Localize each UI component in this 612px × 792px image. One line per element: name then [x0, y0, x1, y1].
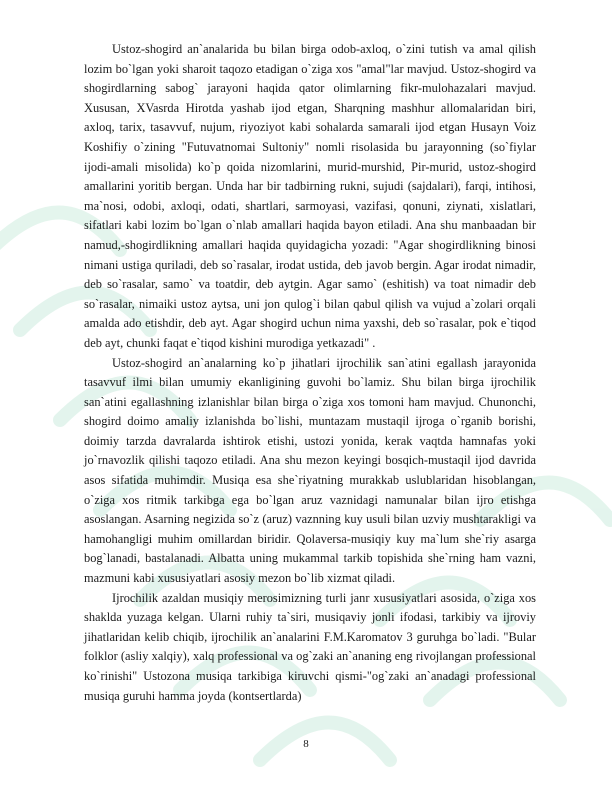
- paragraph-3: Ijrochilik azaldan musiqiy merosimizning turli janr xususiyatlari asosida, o`ziga xos shaklda yuzaga kelgan. Ularni ruhiy ta`siri, musiqaviy jonli ifodasi, tarkibiy va ijroviy jihatlaridan kelib chiqib, ijrochilik an`analarini F.M.Karomatov 3 guruhga bo`ladi. "Bular folklor (asliy xalqiy), xalq professional va og`zaki an`ananing eng rivojlangan professional ko`rinishi" Ustozona musiqa tarkibiga kiruvchi qismi-"og`zaki an`anadagi professional musiqa guruhi hamma joyda (kontsertlarda): [84, 590, 536, 703]
- paragraph-2: Ustoz-shogird an`analarning ko`p jihatlari ijrochilik san`atini egallash jarayonida tasavvuf ilmi bilan umumiy ekanligining guvohi bo`lamiz. Shu bilan birga ijrochilik san`atini egallashning izlanishlar bilan birga o`ziga xos tomoni ham mavjud. Chunonchi, shogird doimo amaliy izlanishda bo`lishi, muntazam mustaqil ijroga o`rganib borishi, doimiy tarzda davralarda ishtirok etishi, ustozi yonida, kerak vaqtda hamnafas yoki jo`rnavozlik qilishi taqozo etiladi. Ana shu mezon keyingi bosqich-mustaqil ijod davrida asos sifatida muhimdir. Musiqa esa she`riyatning murakkab uslublaridan hisoblangan, o`ziga xos ritmik tarkibga ega bo`lgan aruz vaznidagi namunalar bilan ijro etishga asoslangan. Asarning negizida so`z (aruz) vaznning kuy usuli bilan uzviy mushtarakligi va hamohangligi muhim omillardan biridir. Qolaversa-musiqiy kuy ma`lum she`riy asarga bog`lanadi, bastalanadi. Albatta uning mukammal tarkib topishida she`rning ham vazni, mazmuni kabi xususiyatlari asosiy mezon bo`lib xizmat qiladi.: [84, 355, 536, 586]
- paragraph-1: Ustoz-shogird an`analarida bu bilan birga odob-axloq, o`zini tutish va amal qilish lozim bo`lgan yoki sharoit taqozo etadigan o`ziga xos "amal"lar mavjud. Ustoz-shogird va shogirdlarning sabog` jarayoni haqida qator olimlarning fikr-mulohazalari mavjud. Xususan, XVasrda Hirotda yashab ijod etgan, Sharqning mashhur allomalaridan biri, axloq, tarix, tasavvuf, nujum, riyoziyot kabi sohalarda samarali ijod etgan Husayn Voiz Koshifiy o`zining "Futuvatnomai Sultoniy" nomli risolasida bu jarayonning (so`fiylar ijodi-amali misolida) ko`p qoida nizomlarini, murid-murshid, Pir-murid, ustoz-shogird amallarini yoritib bergan. Unda har bir tadbirning rukni, sujudi (sajdalari), farqi, intihosi, ma`nosi, odobi, axloqi, odati, shartlari, sarmoyasi, vazifasi, qonuni, ziynati, xislatlari, sifatlari kabi lozim bo`lgan o`nlab amallari haqida bayon etiladi. Ana shu manbaadan bir namud,-shogirdlikning amallari haqida quyidagicha yozadi: "Agar shogirdlikning binosi nimani ustiga quriladi, deb so`rasalar, irodat ustida, deb javob bergin. Agar irodat nimadir, deb so`rasalar, samo` va toatdir, deb aytgin. Agar samo` (eshitish) va toat nimadir deb so`rasalar, nimaiki ustoz aytsa, uni jon qulog`i bilan qabul qilish va vujud a`zolari orqali amalda ado etishdir, deb ayt. Agar shogird uchun nima yaxshi, deb so`rasalar, pok e`tiqod deb ayt, chunki faqat e`tiqod kishini murodiga yetkazadi" .: [84, 42, 536, 350]
- page-number: 8: [303, 738, 309, 750]
- page-body: [84, 40, 536, 706]
